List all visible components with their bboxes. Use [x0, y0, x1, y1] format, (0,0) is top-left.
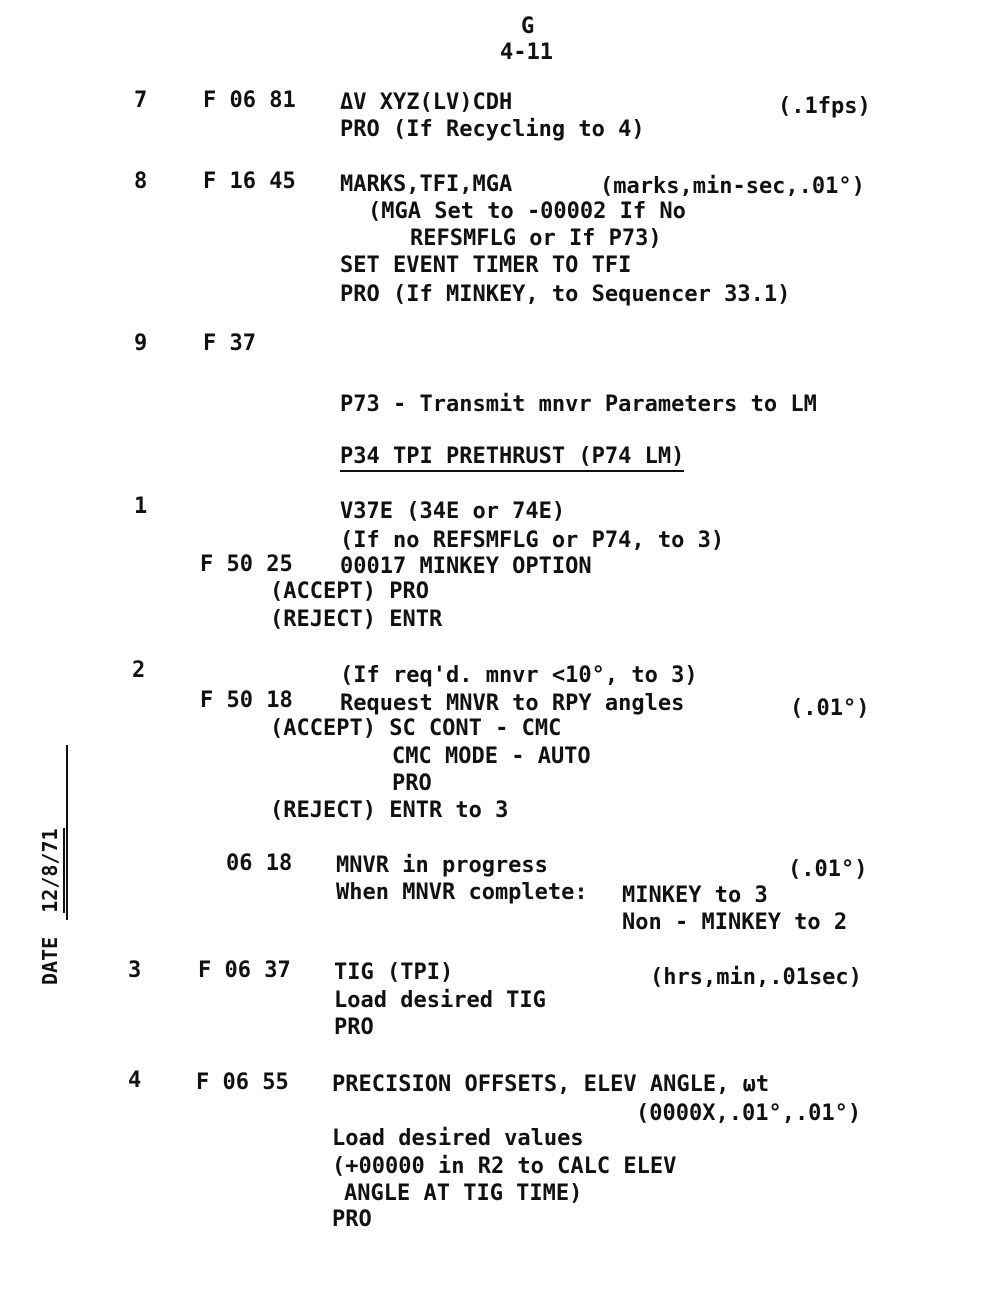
date-label: DATE	[38, 936, 62, 985]
step-9-code: F 37	[203, 331, 256, 356]
p34-step-2-text-3: CMC MODE - AUTO	[392, 744, 591, 769]
p34-step-3-units: (hrs,min,.01sec)	[650, 965, 862, 990]
date-stamp	[38, 828, 62, 985]
p34-step-2-units-2: (.01°)	[788, 857, 868, 882]
p34-step-4-text-5: PRO	[332, 1207, 372, 1232]
p34-step-4-text-1: PRECISION OFFSETS, ELEV ANGLE, ωt	[332, 1072, 770, 1097]
step-9-number: 9	[134, 331, 148, 356]
step-8-text-1: MARKS,TFI,MGA	[340, 172, 513, 197]
p34-step-2-text-5: MNVR in progress	[336, 853, 548, 878]
step-8-text-2: (MGA Set to -00002 If No	[368, 199, 686, 224]
p34-step-1-text-1: V37E (34E or 74E)	[340, 499, 566, 524]
p34-step-2-text-4: PRO	[392, 771, 432, 796]
p73-note: P73 - Transmit mnvr Parameters to LM	[340, 392, 817, 417]
p34-step-2-code-2: 06 18	[226, 851, 293, 876]
p34-step-2-reject: (REJECT) ENTR to 3	[270, 798, 509, 823]
p34-step-1-reject: (REJECT) ENTR	[270, 607, 443, 632]
date-rule	[66, 745, 68, 920]
p34-step-1-text-3: 00017 MINKEY OPTION	[340, 554, 592, 579]
step-7-units: (.1fps)	[778, 94, 871, 119]
p34-step-4-text-4: ANGLE AT TIG TIME)	[344, 1181, 583, 1206]
p34-step-4-number: 4	[128, 1068, 142, 1093]
p34-step-2-text-2: Request MNVR to RPY angles	[340, 691, 685, 716]
p34-title-text: P34 TPI PRETHRUST (P74 LM)	[340, 444, 684, 472]
p34-step-3-text-3: PRO	[334, 1015, 374, 1040]
p34-step-2-code: F 50 18	[200, 688, 293, 713]
p34-step-3-text-1: TIG (TPI)	[334, 960, 454, 985]
page-number: 4-11	[500, 40, 553, 65]
step-8-code: F 16 45	[203, 169, 296, 194]
p34-step-3-code: F 06 37	[198, 958, 291, 983]
p34-step-3-number: 3	[128, 958, 142, 983]
p34-step-2-units: (.01°)	[790, 696, 870, 721]
p34-step-1-code: F 50 25	[200, 552, 293, 577]
step-7-text-2: PRO (If Recycling to 4)	[340, 117, 645, 142]
p34-step-1-accept: (ACCEPT) PRO	[270, 579, 429, 604]
step-8-text-5: PRO (If MINKEY, to Sequencer 33.1)	[340, 282, 791, 307]
p34-step-4-text-2: Load desired values	[332, 1126, 584, 1151]
step-8-number: 8	[134, 169, 148, 194]
p34-step-4-units: (0000X,.01°,.01°)	[636, 1101, 862, 1126]
step-7-number: 7	[134, 88, 148, 113]
p34-section-title	[340, 444, 684, 470]
p34-step-2-accept: (ACCEPT) SC CONT - CMC	[270, 716, 562, 741]
p34-step-4-text-3: (+00000 in R2 to CALC ELEV	[332, 1154, 677, 1179]
p34-step-1-text-2: (If no REFSMFLG or P74, to 3)	[340, 528, 725, 553]
p34-step-2-text-6: When MNVR complete:	[336, 880, 588, 905]
step-7-code: F 06 81	[203, 88, 296, 113]
section-letter: G	[521, 14, 535, 39]
p34-step-4-code: F 06 55	[196, 1070, 289, 1095]
p34-step-2-text-1: (If req'd. mnvr <10°, to 3)	[340, 663, 698, 688]
step-8-text-4: SET EVENT TIMER TO TFI	[340, 253, 632, 278]
p34-step-1-number: 1	[134, 494, 148, 519]
p34-step-2-text-7: MINKEY to 3	[622, 883, 768, 908]
date-value: 12/8/71	[38, 828, 65, 912]
p34-step-2-text-8: Non - MINKEY to 2	[622, 910, 848, 935]
step-8-text-3: REFSMFLG or If P73)	[410, 226, 662, 251]
p34-step-2-number: 2	[132, 658, 146, 683]
p34-step-3-text-2: Load desired TIG	[334, 988, 546, 1013]
step-7-text-1: ΔV XYZ(LV)CDH	[340, 90, 513, 115]
step-8-units: (marks,min-sec,.01°)	[600, 174, 865, 199]
